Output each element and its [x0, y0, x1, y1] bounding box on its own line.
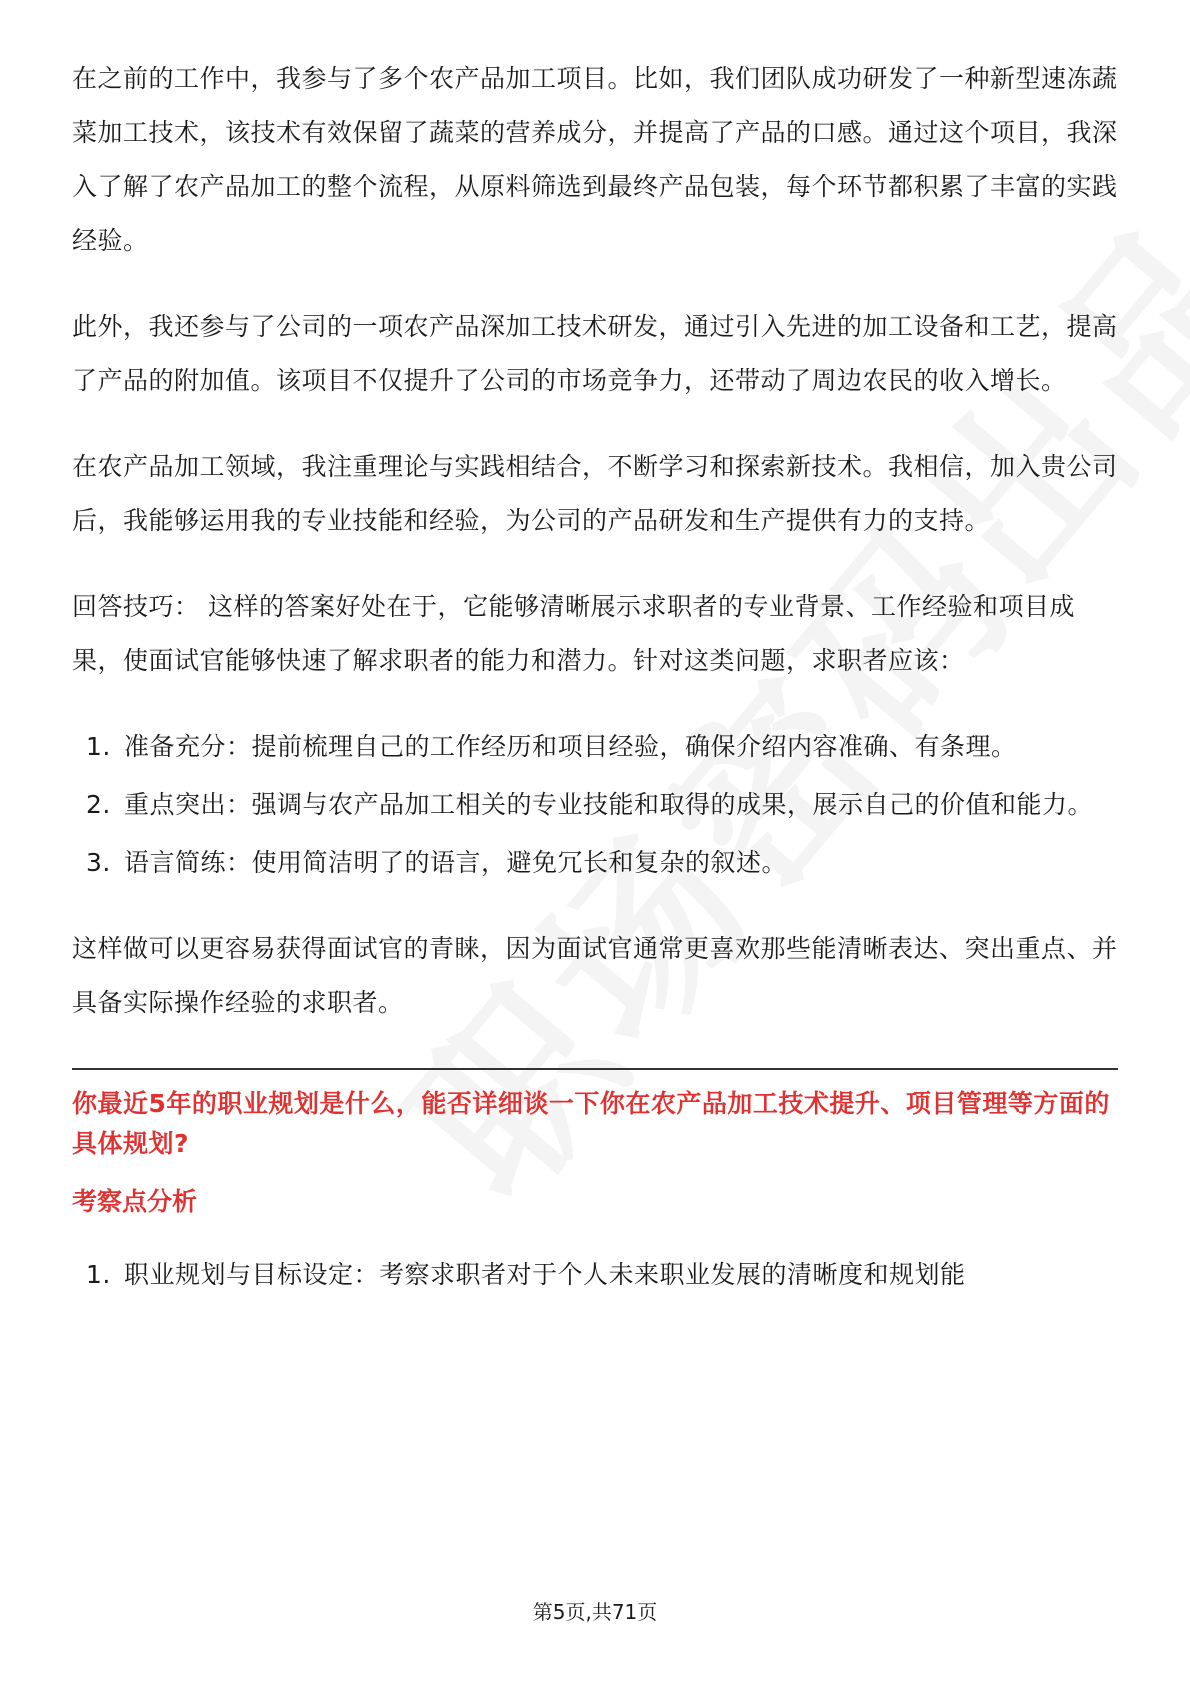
section-divider: [72, 1068, 1118, 1070]
list-item-text: 职业规划与目标设定：考察求职者对于个人未来职业发展的清晰度和规划能: [124, 1260, 966, 1289]
list-item: [72, 1248, 1118, 1302]
page-footer: 第5页,共71页: [532, 1600, 658, 1624]
paragraph-theory-practice: 在农产品加工领域，我注重理论与实践相结合，不断学习和探索新技术。我相信，加入贵公司后，我能够运用我的专业技能和经验，为公司的产品研发和生产提供有力的支持。: [72, 452, 1118, 535]
analysis-list: [72, 1248, 1118, 1302]
list-item-text: 重点突出：强调与农产品加工相关的专业技能和取得的成果，展示自己的价值和能力。: [124, 790, 1094, 819]
list-number: 2.: [86, 790, 111, 819]
list-item: [72, 836, 1118, 890]
list-item-text: 语言简练：使用简洁明了的语言，避免冗长和复杂的叙述。: [124, 848, 788, 877]
interview-question: 你最近5年的职业规划是什么，能否详细谈一下你在农产品加工技术提升、项目管理等方面的具体规划?: [72, 1089, 1110, 1158]
tips-list: [72, 720, 1118, 890]
list-number: 1.: [86, 732, 111, 761]
analysis-heading: 考察点分析: [72, 1187, 198, 1216]
list-number: 3.: [86, 848, 111, 877]
paragraph-work-experience: 在之前的工作中，我参与了多个农产品加工项目。比如，我们团队成功研发了一种新型速冻蔬菜加工技术，该技术有效保留了蔬菜的营养成分，并提高了产品的口感。通过这个项目，我深入了解了农产品加工的整个流程，从原料筛选到最终产品包装，每个环节都积累了丰富的实践经验。: [72, 64, 1118, 255]
list-item: [72, 778, 1118, 832]
paragraph-deep-processing: 此外，我还参与了公司的一项农产品深加工技术研发，通过引入先进的加工设备和工艺，提高了产品的附加值。该项目不仅提升了公司的市场竞争力，还带动了周边农民的收入增长。: [72, 312, 1118, 395]
paragraph-answer-tips: 回答技巧： 这样的答案好处在于，它能够清晰展示求职者的专业背景、工作经验和项目成果，使面试官能够快速了解求职者的能力和潜力。针对这类问题，求职者应该：: [72, 592, 1075, 675]
list-number: 1.: [86, 1260, 111, 1289]
list-item-text: 准备充分：提前梳理自己的工作经历和项目经验，确保介绍内容准确、有条理。: [124, 732, 1017, 761]
paragraph-closing: 这样做可以更容易获得面试官的青睐，因为面试官通常更喜欢那些能清晰表达、突出重点、并具备实际操作经验的求职者。: [72, 934, 1118, 1017]
list-item: [72, 720, 1118, 774]
page-content: [72, 52, 1118, 1334]
